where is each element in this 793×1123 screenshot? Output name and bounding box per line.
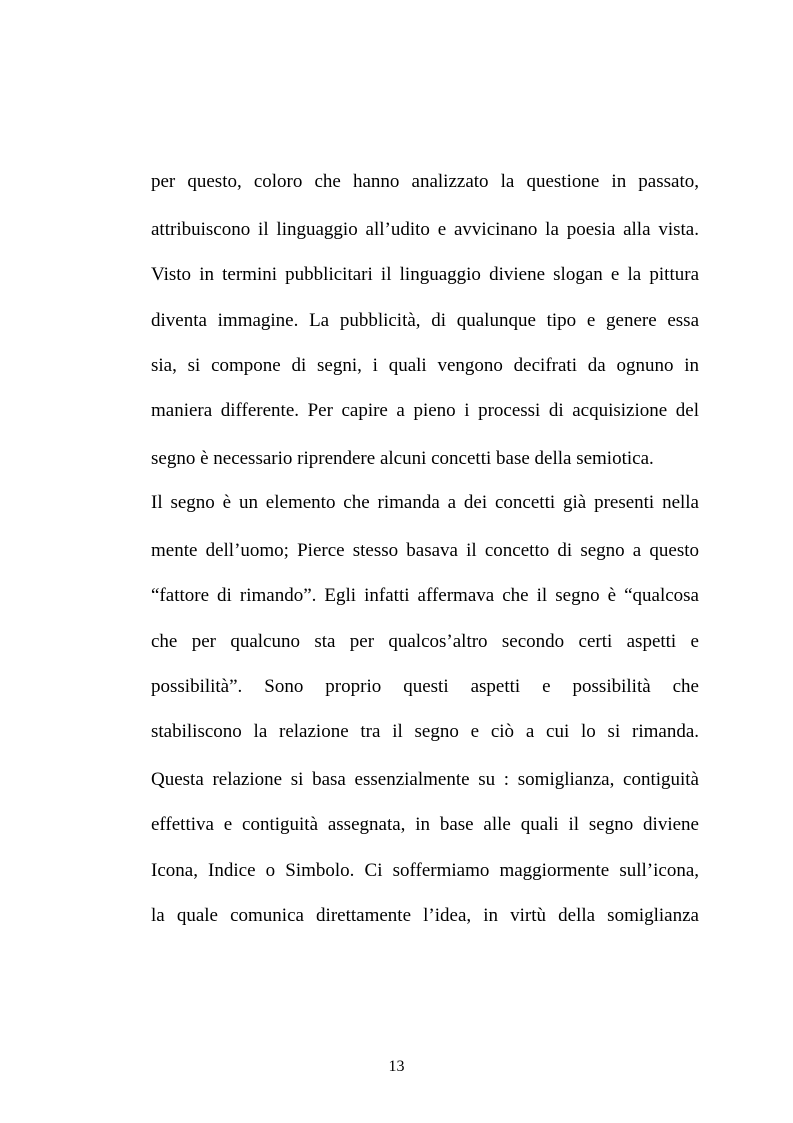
paragraph-end-line: segno è necessario riprendere alcuni concetti base della semiotica. — [151, 448, 654, 469]
text-line: mente dell’uomo; Pierce stesso basava il concetto di segno a questo — [151, 540, 699, 561]
text-line: sia, si compone di segni, i quali vengono decifrati da ognuno in — [151, 355, 699, 376]
text-line: maniera differente. Per capire a pieno i processi di acquisizione del — [151, 400, 699, 421]
text-line: la quale comunica direttamente l’idea, in virtù della somiglianza — [151, 905, 699, 926]
text-line: Questa relazione si basa essenzialmente su : somiglianza, contiguità — [151, 769, 699, 790]
text-line: Visto in termini pubblicitari il linguaggio diviene slogan e la pittura — [151, 264, 699, 285]
text-line: Icona, Indice o Simbolo. Ci soffermiamo maggiormente sull’icona, — [151, 860, 699, 881]
text-line: stabiliscono la relazione tra il segno e ciò a cui lo si rimanda. — [151, 721, 699, 742]
text-line: “fattore di rimando”. Egli infatti affermava che il segno è “qualcosa — [151, 585, 699, 606]
text-line: Il segno è un elemento che rimanda a dei concetti già presenti nella — [151, 492, 699, 513]
text-line: che per qualcuno sta per qualcos’altro secondo certi aspetti e — [151, 631, 699, 652]
text-line: per questo, coloro che hanno analizzato la questione in passato, — [151, 171, 699, 192]
text-line: effettiva e contiguità assegnata, in base alle quali il segno diviene — [151, 814, 699, 835]
text-line: possibilità”. Sono proprio questi aspetti e possibilità che — [151, 676, 699, 697]
text-line: diventa immagine. La pubblicità, di qualunque tipo e genere essa — [151, 310, 699, 331]
page-number: 13 — [388, 1058, 405, 1075]
text-line: attribuiscono il linguaggio all’udito e avvicinano la poesia alla vista. — [151, 219, 699, 240]
